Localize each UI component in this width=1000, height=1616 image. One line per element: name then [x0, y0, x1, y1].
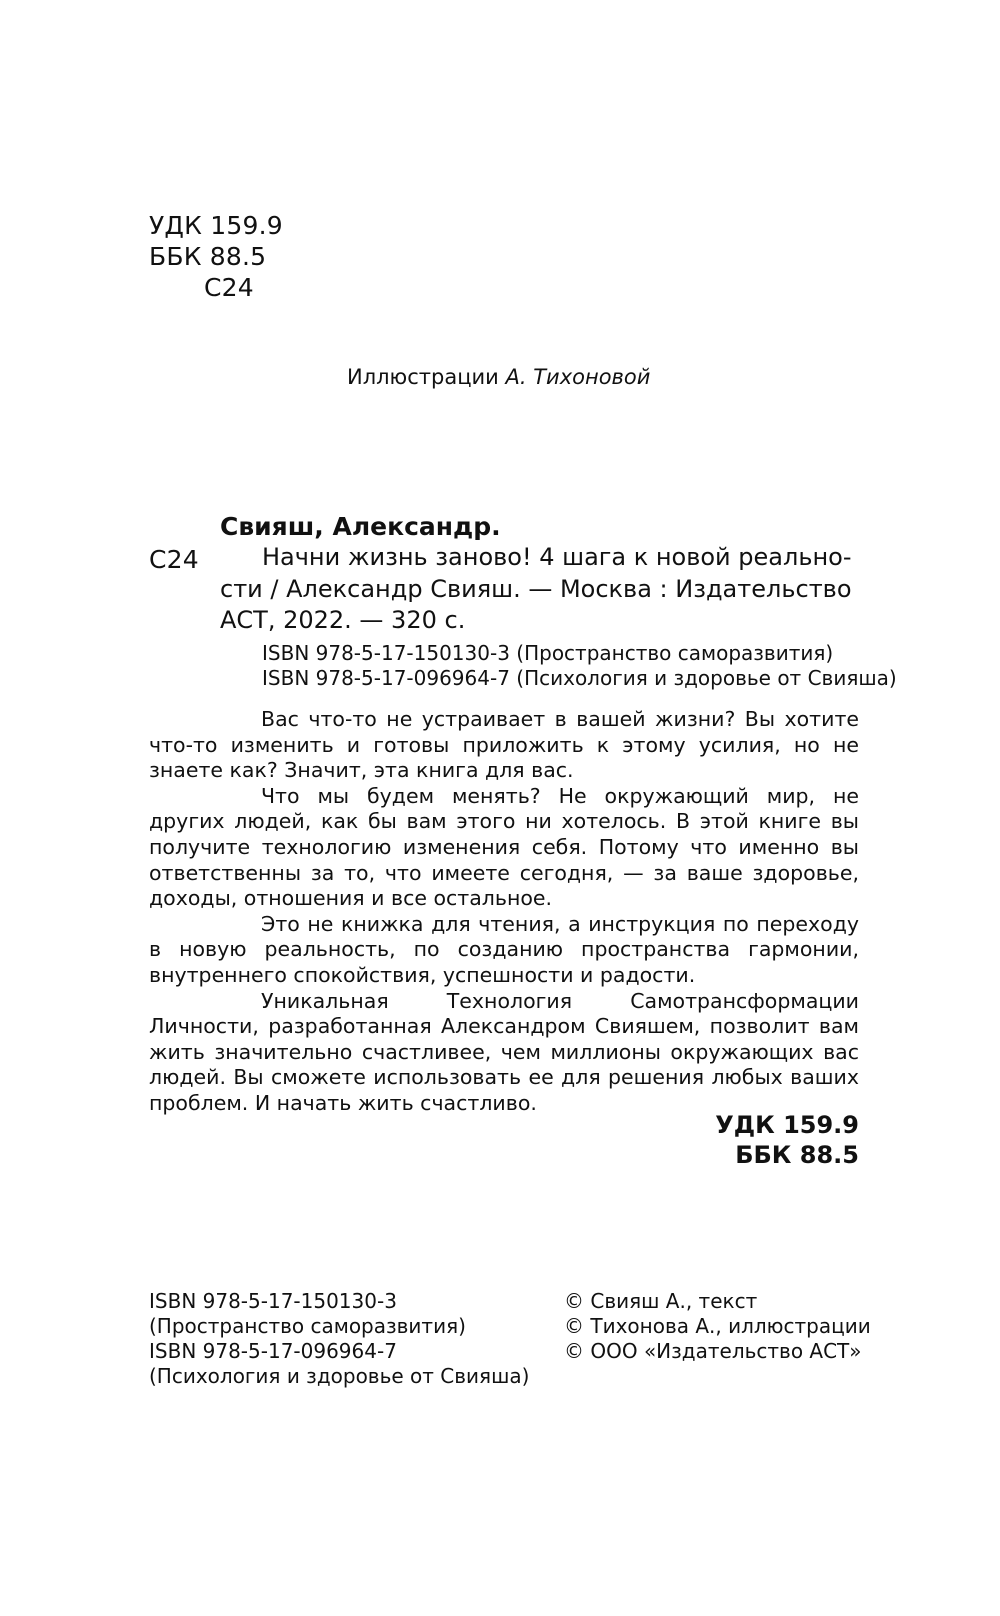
annotation-paragraph: Что мы будем менять? Не окружающий мир, не других людей, как бы вам этого ни хотелось. В этой книге вы получите технологию изменения себя. Потому что именно вы ответственны за то, что имеете сегодня, — за ваше здоровье, доходы, отношения и все остальное.	[149, 783, 859, 911]
annotation-paragraph: Уникальная Технология Самотрансформации Личности, разработанная Александром Свияшем, позволит вам жить значительно счастливее, чем миллионы окружающих вас людей. Вы сможете использовать ее для решения любых ваших проблем. И начать жить счастливо.	[149, 988, 859, 1115]
illustrations-label: Иллюстрации	[347, 365, 499, 389]
annotation-paragraph: Это не книжка для чтения, а инструкция по переходу в новую реальность, по созданию пространства гармонии, внутреннего спокойствия, успешности и радости.	[149, 911, 859, 987]
footer-isbn-line: ISBN 978-5-17-150130-3	[149, 1289, 397, 1313]
isbn-line: ISBN 978-5-17-096964-7 (Психология и здоровье от Свияша)	[262, 666, 897, 690]
author-mark-entry: С24	[149, 545, 199, 574]
author-name: Свияш, Александр.	[220, 512, 501, 541]
illustrator-name: А. Тихоновой	[505, 365, 651, 389]
footer-isbn-line: (Пространство саморазвития)	[149, 1314, 466, 1338]
title-line: Начни жизнь заново! 4 шага к новой реально-	[262, 543, 852, 571]
footer-isbn-line: ISBN 978-5-17-096964-7	[149, 1339, 397, 1363]
title-line: сти / Александр Свияш. — Москва : Издательство	[220, 575, 852, 603]
copyright-line: © ООО «Издательство АСТ»	[564, 1339, 862, 1363]
copyright-line: © Тихонова А., иллюстрации	[564, 1314, 871, 1338]
bbk-code-bottom: ББК 88.5	[735, 1141, 859, 1169]
isbn-line: ISBN 978-5-17-150130-3 (Пространство саморазвития)	[262, 641, 834, 665]
udk-code-top: УДК 159.9	[149, 211, 283, 240]
illustrations-credit	[347, 364, 650, 390]
udk-code-bottom: УДК 159.9	[715, 1111, 859, 1139]
annotation	[149, 707, 859, 1117]
author-mark-top: С24	[204, 273, 254, 302]
bbk-code-top: ББК 88.5	[149, 242, 267, 271]
copyright-line: © Свияш А., текст	[564, 1289, 758, 1313]
annotation-paragraph: Вас что-то не устраивает в вашей жизни? Вы хотите что-то изменить и готовы приложить к этому усилия, но не знаете как? Значит, эта книга для вас.	[149, 707, 859, 783]
footer-isbn-line: (Психология и здоровье от Свияша)	[149, 1364, 530, 1388]
title-line: АСТ, 2022. — 320 с.	[220, 606, 466, 634]
